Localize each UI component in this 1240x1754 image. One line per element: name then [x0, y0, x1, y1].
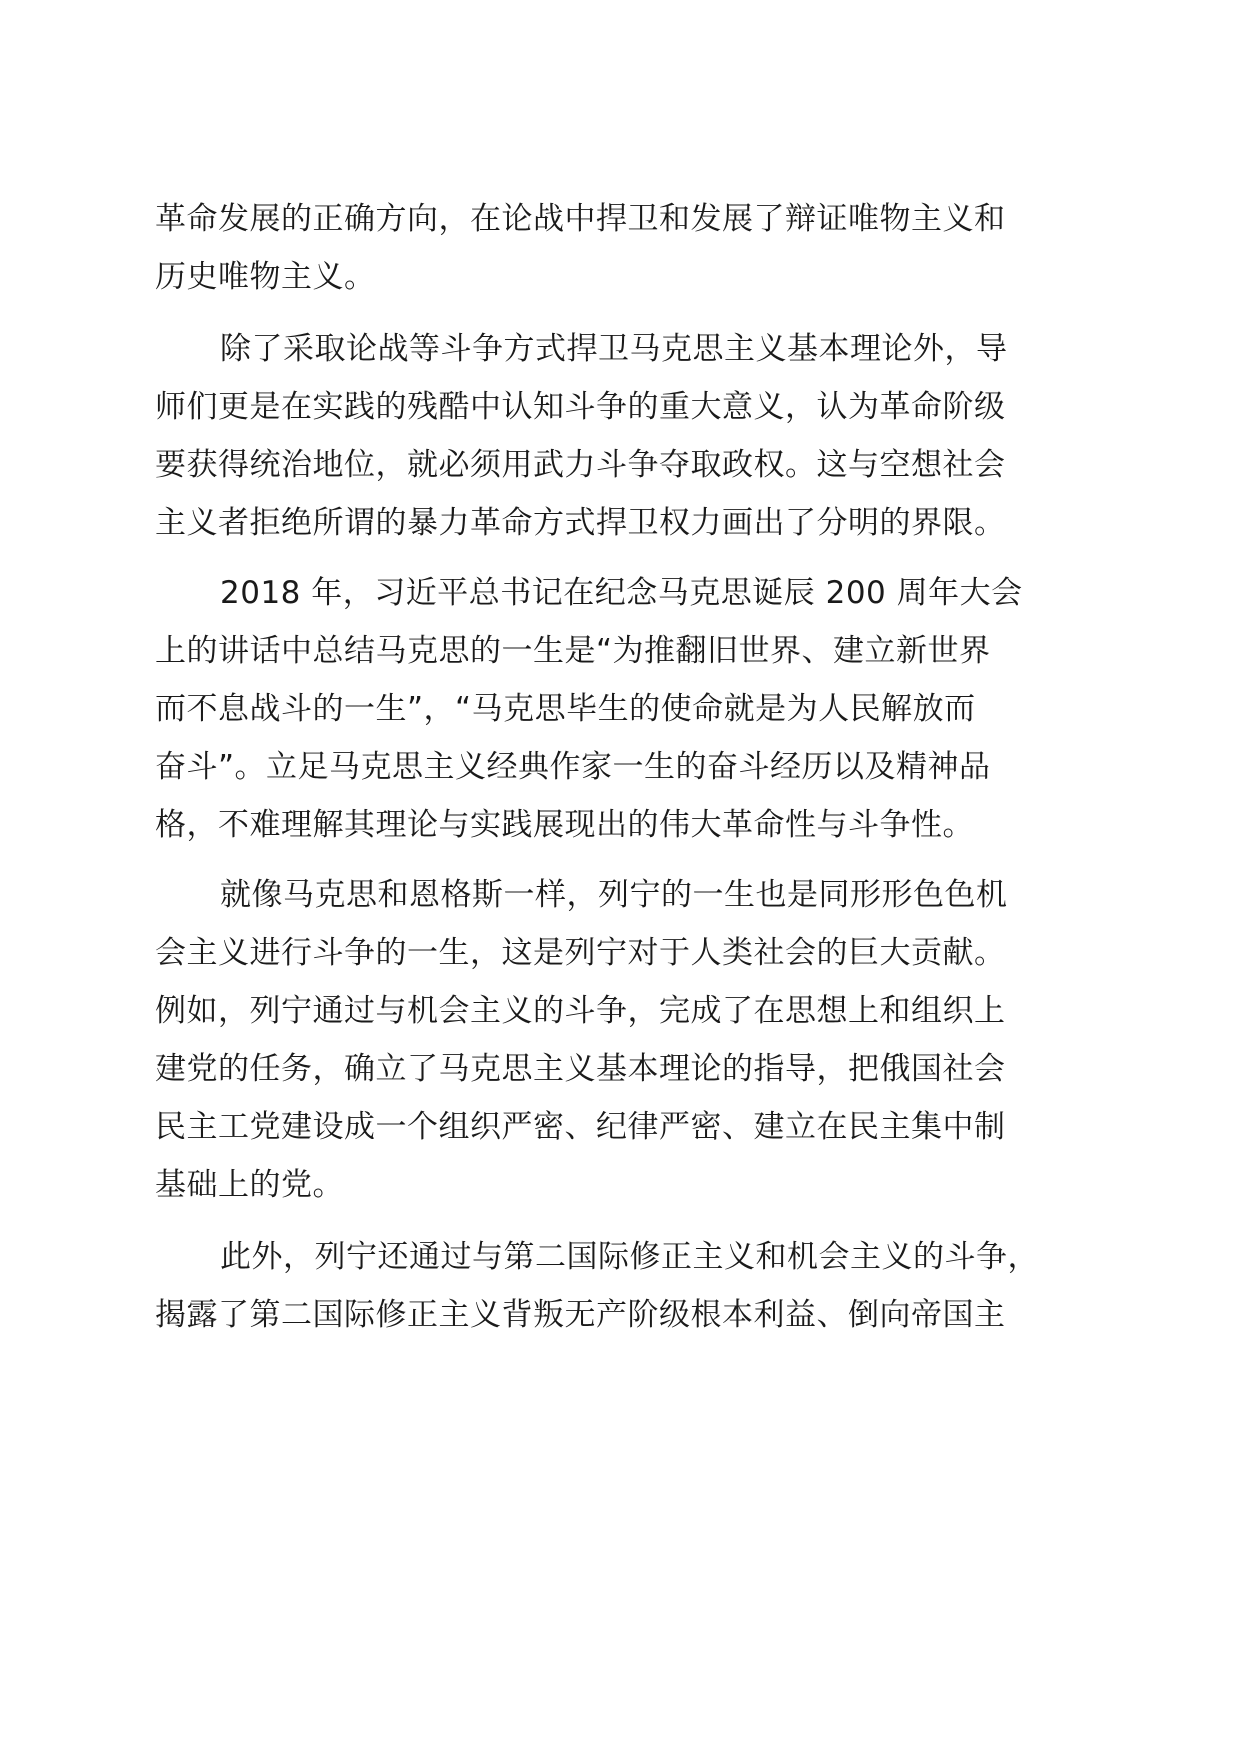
paragraph-first-line: 就像马克思和恩格斯一样，列宁的一生也是同形形色色机 [220, 877, 1008, 913]
text-line: 而不息战斗的一生”，“马克思毕生的使命就是为人民解放而 [155, 691, 976, 727]
text-line: 格，不难理解其理论与实践展现出的伟大革命性与斗争性。 [155, 807, 974, 843]
paragraph-first-line: 除了采取论战等斗争方式捍卫马克思主义基本理论外，导 [220, 331, 1008, 367]
text-line: 会主义进行斗争的一生，这是列宁对于人类社会的巨大贡献。 [155, 935, 1006, 971]
text-line: 主义者拒绝所谓的暴力革命方式捍卫权力画出了分明的界限。 [155, 505, 1006, 541]
text-line: 革命发展的正确方向，在论战中捍卫和发展了辩证唯物主义和 [155, 201, 1006, 237]
text-line: 历史唯物主义。 [155, 259, 376, 295]
text-line: 揭露了第二国际修正主义背叛无产阶级根本利益、倒向帝国主 [155, 1297, 1006, 1333]
text-line: 师们更是在实践的残酷中认知斗争的重大意义，认为革命阶级 [155, 389, 1006, 425]
text-line: 要获得统治地位，就必须用武力斗争夺取政权。这与空想社会 [155, 447, 1006, 483]
paragraph-first-line: 2018 年，习近平总书记在纪念马克思诞辰 200 周年大会 [220, 575, 1023, 611]
text-line: 基础上的党。 [155, 1167, 344, 1203]
text-line: 民主工党建设成一个组织严密、纪律严密、建立在民主集中制 [155, 1109, 1006, 1145]
text-line: 奋斗”。立足马克思主义经典作家一生的奋斗经历以及精神品 [155, 749, 991, 785]
text-line: 上的讲话中总结马克思的一生是“为推翻旧世界、建立新世界 [155, 633, 991, 669]
text-line: 建党的任务，确立了马克思主义基本理论的指导，把俄国社会 [155, 1051, 1006, 1087]
paragraph-first-line: 此外，列宁还通过与第二国际修正主义和机会主义的斗争， [220, 1239, 1039, 1275]
text-line: 例如，列宁通过与机会主义的斗争，完成了在思想上和组织上 [155, 993, 1006, 1029]
